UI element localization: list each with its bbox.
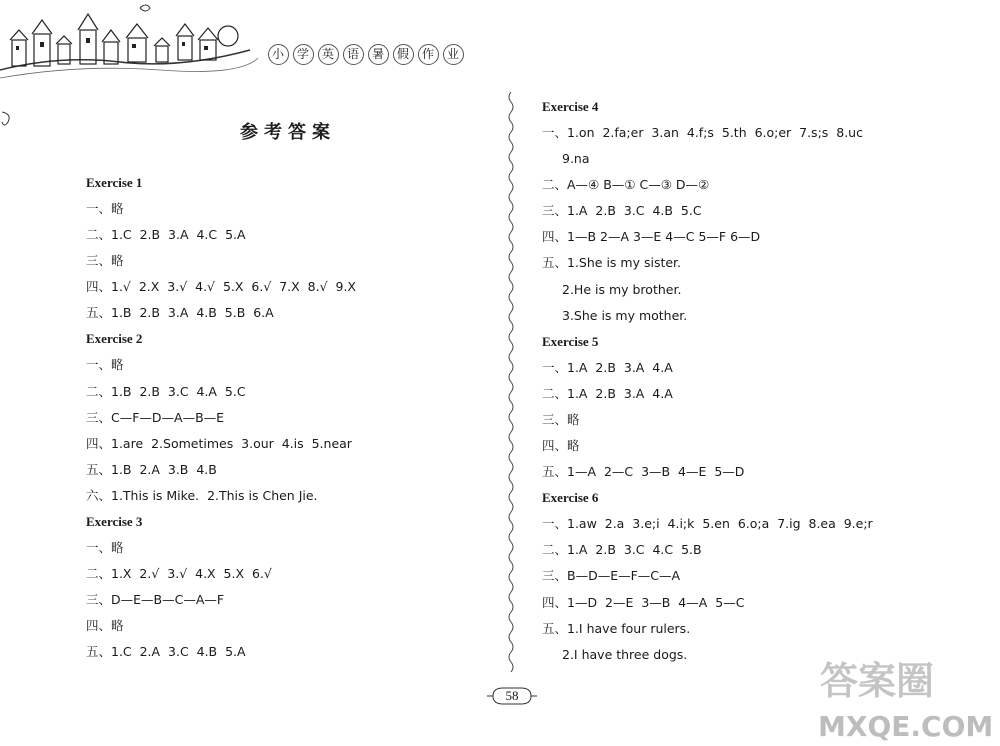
- exercise-title: Exercise 5: [542, 333, 599, 349]
- header-title-char: 假: [393, 44, 414, 65]
- page-number: [487, 684, 537, 708]
- page-number-text: 58: [505, 688, 519, 703]
- header-title: [268, 44, 464, 65]
- exercise-title: Exercise 6: [542, 490, 599, 506]
- answer-line: 2.I have three dogs.: [562, 646, 688, 662]
- answer-line: 四、略: [86, 618, 124, 634]
- answer-line: 五、1.She is my sister.: [542, 255, 682, 271]
- answer-line: 四、1—D 2—E 3—B 4—A 5—C: [542, 594, 745, 610]
- left-answer-column: [86, 170, 356, 666]
- exercise-title: Exercise 3: [86, 514, 143, 530]
- corner-swirl-decoration: [0, 108, 20, 132]
- answer-line: 一、1.aw 2.a 3.e;i 4.i;k 5.en 6.o;a 7.ig 8.ea 9.e;r: [542, 516, 873, 532]
- header-title-char: 小: [268, 44, 289, 65]
- watermark-brand: 答案圈: [820, 659, 935, 703]
- answer-line: 9.na: [562, 151, 590, 167]
- answer-line: 五、1.B 2.B 3.A 4.B 5.B 6.A: [86, 305, 274, 321]
- watermark-url: MXQE.COM: [818, 710, 994, 743]
- exercise-title: Exercise 4: [542, 99, 599, 114]
- answer-line: 五、1—A 2—C 3—B 4—E 5—D: [542, 464, 745, 480]
- answer-line: 2.He is my brother.: [562, 281, 682, 297]
- header-title-char: 学: [293, 44, 314, 65]
- answer-line: 一、略: [86, 357, 124, 373]
- column-divider: [504, 92, 518, 672]
- answer-line: 三、D—E—B—C—A—F: [86, 592, 225, 608]
- answer-line: 四、1.√ 2.X 3.√ 4.√ 5.X 6.√ 7.X 8.√ 9.X: [86, 279, 356, 295]
- answer-line: 六、1.This is Mike. 2.This is Chen Jie.: [86, 487, 318, 503]
- answer-line: 三、1.A 2.B 3.C 4.B 5.C: [542, 203, 702, 219]
- answer-line: 二、1.B 2.B 3.C 4.A 5.C: [86, 383, 246, 399]
- answer-line: 二、A—④ B—① C—③ D—②: [542, 177, 710, 193]
- exercise-title: Exercise 1: [86, 175, 143, 190]
- answer-line: 三、略: [86, 253, 124, 269]
- answer-line: 一、略: [86, 540, 124, 556]
- header-title-char: 业: [443, 44, 464, 65]
- watermark-logo: [800, 650, 1000, 746]
- answer-line: 二、1.A 2.B 3.A 4.A: [542, 385, 673, 401]
- right-answer-column: [542, 94, 873, 668]
- answer-line: 二、1.A 2.B 3.C 4.C 5.B: [542, 542, 702, 558]
- answer-line: 三、略: [542, 411, 580, 427]
- answer-line: 一、1.on 2.fa;er 3.an 4.f;s 5.th 6.o;er 7.s;s 8.uc: [542, 125, 863, 140]
- answer-line: 3.She is my mother.: [562, 307, 688, 323]
- answer-line: 四、1.are 2.Sometimes 3.our 4.is 5.near: [86, 435, 352, 451]
- answer-line: 五、1.C 2.A 3.C 4.B 5.A: [86, 644, 246, 660]
- header-banner-illustration: [0, 0, 260, 95]
- answer-line: 三、C—F—D—A—B—E: [86, 409, 225, 425]
- answer-line: 四、略: [542, 438, 580, 454]
- answer-line: 一、略: [86, 201, 124, 216]
- answer-line: 二、1.X 2.√ 3.√ 4.X 5.X 6.√: [86, 566, 272, 582]
- header-title-char: 作: [418, 44, 439, 65]
- answer-line: 四、1—B 2—A 3—E 4—C 5—F 6—D: [542, 229, 761, 245]
- answer-line: 二、1.C 2.B 3.A 4.C 5.A: [86, 227, 246, 243]
- exercise-title: Exercise 2: [86, 331, 143, 347]
- answer-line: 五、1.I have four rulers.: [542, 620, 691, 636]
- answer-line: 三、B—D—E—F—C—A: [542, 568, 681, 584]
- answer-line: 五、1.B 2.A 3.B 4.B: [86, 461, 217, 477]
- answer-line: 一、1.A 2.B 3.A 4.A: [542, 359, 673, 375]
- header-title-char: 暑: [368, 44, 389, 65]
- header-title-char: 语: [343, 44, 364, 65]
- page-title: 参考答案: [240, 122, 336, 143]
- header-title-char: 英: [318, 44, 339, 65]
